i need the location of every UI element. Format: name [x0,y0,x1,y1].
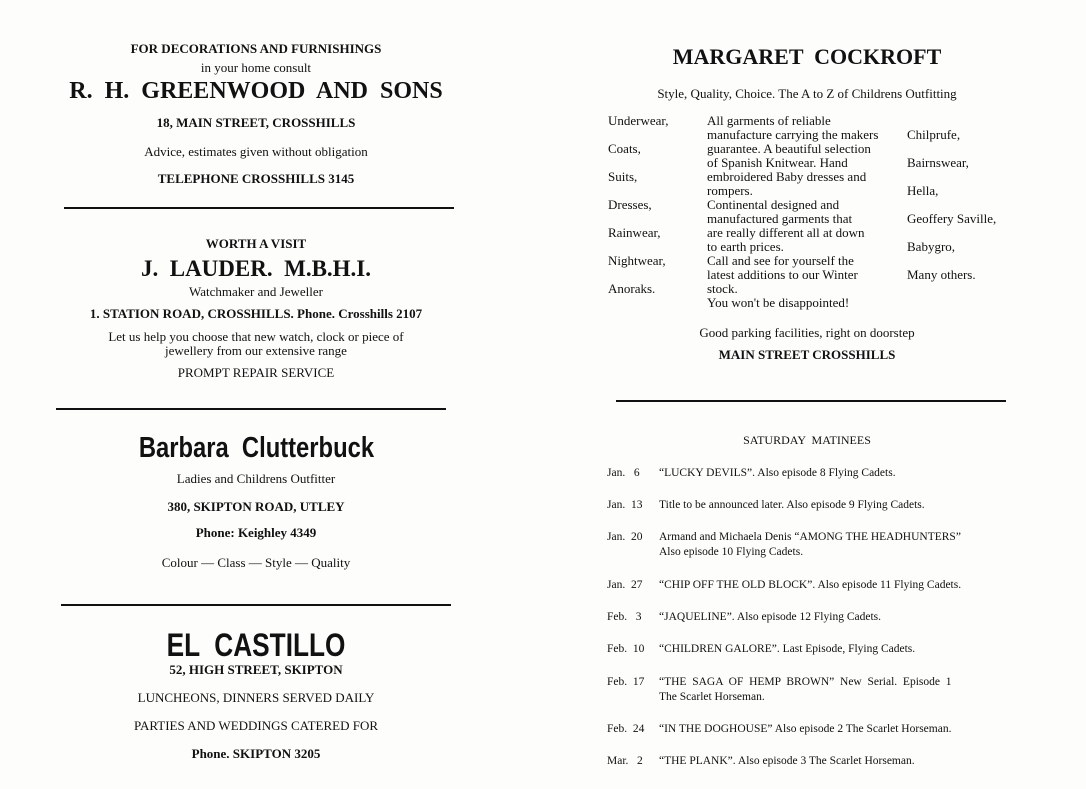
matinee-date: Mar. 2 [607,755,643,767]
matinee-date: Feb. 10 [607,643,645,655]
cockroft-text-line: guarantee. A beautiful selection [707,141,871,156]
cockroft-name: MARGARET COCKROFT [672,44,942,69]
cockroft-parking: Good parking facilities, right on doorstep [699,325,915,340]
lauder-trade: Watchmaker and Jeweller [189,284,323,299]
matinee-text: Title to be announced later. Also episode 9 Flying Cadets. [659,499,925,511]
cockroft-brands [907,128,996,296]
matinee-text: “LUCKY DEVILS”. Also episode 8 Flying Cadets. [659,467,896,479]
divider-4 [616,400,1006,402]
greenwood-phone: TELEPHONE CROSSHILLS 3145 [157,171,355,186]
cockroft-street: MAIN STREET CROSSHILLS [718,347,896,362]
matinee-date: Feb. 3 [607,611,642,623]
matinee-text: “CHIP OFF THE OLD BLOCK”. Also episode 11 Flying Cadets. [659,579,962,591]
clutterbuck-trade: Ladies and Childrens Outfitter [176,471,336,486]
cockroft-text-line: Continental designed and [707,197,840,212]
cockroft-item: Anoraks. [608,281,656,296]
lauder-heading: WORTH A VISIT [205,236,307,251]
lauder-address: 1. STATION ROAD, CROSSHILLS. Phone. Crosshills 2107 [89,306,423,321]
clutterbuck-phone: Phone: Keighley 4349 [195,525,317,540]
matinee-text: Armand and Michaela Denis “AMONG THE HEADHUNTERS” [659,531,961,543]
lauder-pitch-2: jewellery from our extensive range [165,343,347,358]
castillo-phone: Phone. SKIPTON 3205 [191,746,321,761]
cockroft-items [608,114,668,310]
greenwood-name: R. H. GREENWOOD AND SONS [69,78,443,104]
matinee-text: “THE SAGA OF HEMP BROWN” New Serial. Episode 1 [659,676,952,688]
cockroft-text-line: manufactured garments that [707,211,853,226]
matinee-text-continued: Also episode 10 Flying Cadets. [659,546,804,558]
cockroft-brand: Babygro, [907,239,956,254]
cockroft-text-line: All garments of reliable [707,113,831,128]
greenwood-line2: in your home consult [200,60,312,75]
cockroft-item: Coats, [608,141,641,156]
clutterbuck-address: 380, SKIPTON ROAD, UTLEY [167,499,345,514]
cockroft-description [707,114,907,310]
matinee-date: Jan. 27 [607,579,643,591]
greenwood-line1: FOR DECORATIONS AND FURNISHINGS [130,41,382,56]
divider-1 [64,207,454,209]
left-page [0,0,520,789]
matinee-text: “IN THE DOGHOUSE” Also episode 2 The Scarlet Horseman. [659,723,952,735]
cockroft-text-line: You won't be disappointed! [707,295,850,310]
matinee-text-continued: The Scarlet Horseman. [659,691,765,703]
cockroft-item: Underwear, [608,113,669,128]
divider-3 [61,604,451,606]
matinee-date: Jan. 13 [607,499,643,511]
cockroft-brand: Chilprufe, [907,127,961,142]
cockroft-brand: Geoffery Saville, [907,211,997,226]
cockroft-item: Suits, [608,169,638,184]
cockroft-item: Dresses, [608,197,652,212]
castillo-address: 52, HIGH STREET, SKIPTON [169,662,343,677]
cockroft-text-line: Call and see for yourself the [707,253,854,268]
divider-2 [56,408,446,410]
cockroft-text-line: rompers. [707,183,753,198]
matinee-date: Jan. 6 [607,467,640,479]
greenwood-address: 18, MAIN STREET, CROSSHILLS [156,115,356,130]
lauder-name: J. LAUDER. M.B.H.I. [140,256,371,281]
cockroft-item: Rainwear, [608,225,661,240]
lauder-service: PROMPT REPAIR SERVICE [177,365,335,380]
cockroft-text-line: manufacture carrying the makers [707,127,879,142]
clutterbuck-tagline: Colour — Class — Style — Quality [161,555,351,570]
matinee-text: “JAQUELINE”. Also episode 12 Flying Cadets. [659,611,881,623]
castillo-line-2: PARTIES AND WEDDINGS CATERED FOR [133,718,379,733]
matinee-date: Feb. 24 [607,723,645,735]
cockroft-text-line: latest additions to our Winter [707,267,858,282]
cockroft-text-line: stock. [707,281,738,296]
castillo-line-1: LUNCHEONS, DINNERS SERVED DAILY [137,690,375,705]
greenwood-advice: Advice, estimates given without obligation [144,144,368,159]
cockroft-brand: Hella, [907,183,939,198]
matinee-text: “THE PLANK”. Also episode 3 The Scarlet Horseman. [659,755,915,767]
cockroft-text-line: embroidered Baby dresses and [707,169,867,184]
cockroft-tagline: Style, Quality, Choice. The A to Z of Childrens Outfitting [657,86,957,101]
cockroft-text-line: of Spanish Knitwear. Hand [707,155,848,170]
cockroft-text-line: are really different all at down [707,225,865,240]
cockroft-brand: Bairnswear, [907,155,969,170]
matinee-text: “CHILDREN GALORE”. Last Episode, Flying Cadets. [659,643,916,655]
castillo-name: EL CASTILLO [166,627,346,663]
lauder-pitch-1: Let us help you choose that new watch, clock or piece of [108,329,404,344]
cockroft-item: Nightwear, [608,253,666,268]
matinee-date: Jan. 20 [607,531,643,543]
cockroft-brand: Many others. [907,267,976,282]
clutterbuck-name: Barbara Clutterbuck [138,432,374,464]
matinees-heading: SATURDAY MATINEES [743,433,871,447]
matinee-date: Feb. 17 [607,676,645,688]
cockroft-text-line: to earth prices. [707,239,784,254]
